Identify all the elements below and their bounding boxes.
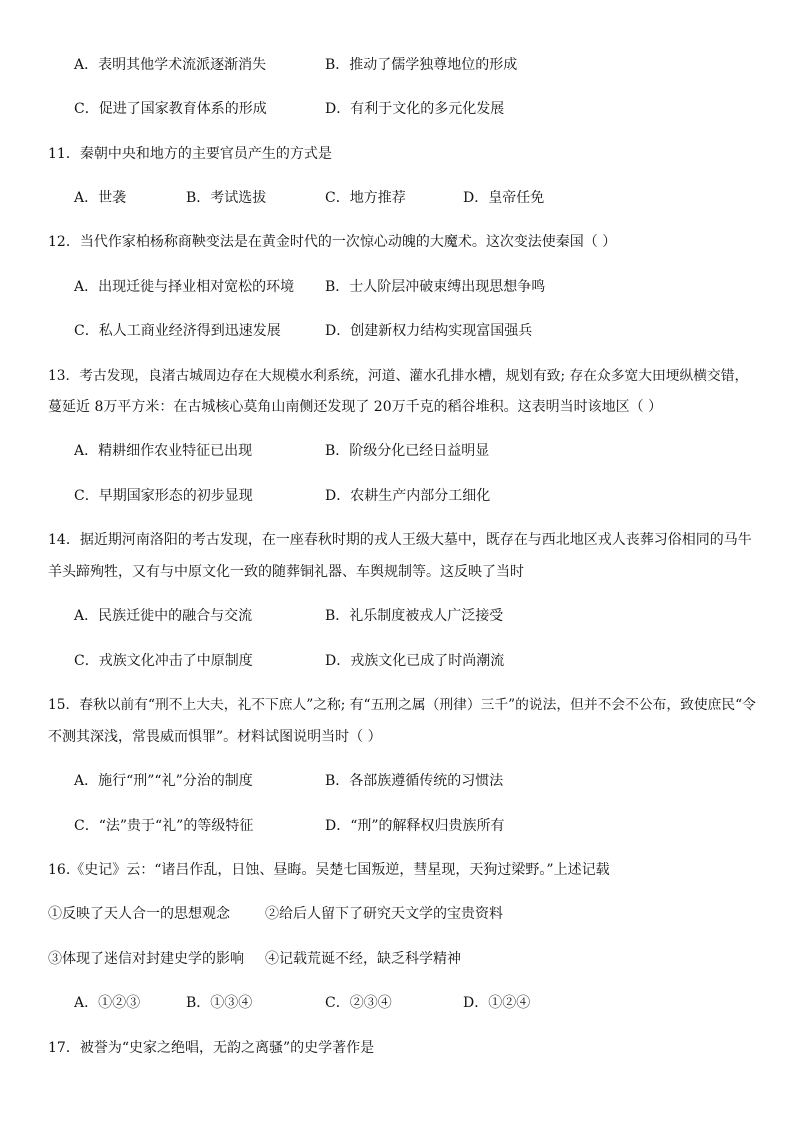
q14-stem-line2: 羊头蹄殉牲，又有与中原文化一致的随葬铜礼器、车舆规制等。这反映了当时: [48, 564, 524, 580]
q16-option-b: B．①③④: [186, 995, 253, 1011]
q15-option-d: D．“刑”的解释权归贵族所有: [325, 818, 505, 834]
q13-option-c: C．早期国家形态的初步显现: [74, 488, 253, 504]
q15-option-a: A．施行“刑”“礼”分治的制度: [74, 773, 253, 789]
q16-stem: 16.《史记》云：“诸吕作乱，日蚀、昼晦。吴楚七国叛逆，彗星现，天狗过梁野。”上述记载: [48, 862, 610, 878]
q10-option-a: A．表明其他学术流派逐渐消失: [74, 57, 267, 73]
q15-stem-line1: 15．春秋以前有“刑不上大夫，礼不下庶人”之称; 有“五刑之属（刑律）三千”的说法，但并不会不公布，致使庶民“令: [48, 697, 756, 713]
q10-option-b: B．推动了儒学独尊地位的形成: [325, 57, 518, 73]
q11-option-c: C．地方推荐: [325, 190, 406, 206]
q15-option-c: C．“法”贵于“礼”的等级特征: [74, 818, 254, 834]
q13-stem-line1: 13．考古发现，良渚古城周边存在大规模水利系统，河道、灌水孔排水槽，规划有致; 存在众多宽大田埂纵横交错，: [48, 368, 749, 384]
q14-stem-line1: 14．据近期河南洛阳的考古发现，在一座春秋时期的戎人王级大墓中，既存在与西北地区戎人丧葬习俗相同的马牛: [48, 532, 752, 548]
q16-option-d: D．①②④: [463, 995, 531, 1011]
q14-option-a: A．民族迁徙中的融合与交流: [74, 608, 253, 624]
q13-option-b: B．阶级分化已经日益明显: [325, 443, 490, 459]
q10-option-c: C．促进了国家教育体系的形成: [74, 101, 267, 117]
q16-option-c: C．②③④: [325, 995, 392, 1011]
q16-statement-4: ④记载荒诞不经，缺乏科学精神: [265, 951, 461, 967]
q16-statement-1: ①反映了天人合一的思想观念: [48, 906, 230, 922]
q11-option-a: A．世袭: [74, 190, 127, 206]
q17-stem: 17．被誉为“史家之绝唱，无韵之离骚”的史学著作是: [48, 1040, 375, 1056]
q16-option-a: A．①②③: [74, 995, 141, 1011]
q11-stem: 11．秦朝中央和地方的主要官员产生的方式是: [48, 146, 332, 162]
q13-option-d: D．农耕生产内部分工细化: [325, 488, 491, 504]
q12-option-b: B．士人阶层冲破束缚出现思想争鸣: [325, 279, 546, 295]
q13-stem-line2: 蔓延近 8万平方米：在古城核心莫角山南侧还发现了 20万千克的稻谷堆积。这表明当时该地区（ ）: [48, 399, 663, 415]
q11-option-d: D．皇帝任免: [463, 190, 545, 206]
q16-statement-3: ③体现了迷信对封建史学的影响: [48, 951, 244, 967]
q14-option-d: D．戎族文化已成了时尚潮流: [325, 653, 505, 669]
q15-option-b: B．各部族遵循传统的习惯法: [325, 773, 504, 789]
q12-option-c: C．私人工商业经济得到迅速发展: [74, 323, 281, 339]
q16-statement-2: ②给后人留下了研究天文学的宝贵资料: [265, 906, 503, 922]
q14-option-c: C．戎族文化冲击了中原制度: [74, 653, 253, 669]
q12-stem: 12．当代作家柏杨称商鞅变法是在黄金时代的一次惊心动魄的大魔术。这次变法使秦国（ ）: [48, 234, 617, 250]
q12-option-a: A．出现迁徙与择业相对宽松的环境: [74, 279, 295, 295]
q14-option-b: B．礼乐制度被戎人广泛接受: [325, 608, 504, 624]
q11-option-b: B．考试选拔: [186, 190, 267, 206]
q15-stem-line2: 不测其深浅，常畏威而惧罪”。材料试图说明当时（ ）: [48, 729, 382, 745]
q13-option-a: A．精耕细作农业特征已出现: [74, 443, 253, 459]
q12-option-d: D．创建新权力结构实现富国强兵: [325, 323, 533, 339]
q10-option-d: D．有利于文化的多元化发展: [325, 101, 505, 117]
